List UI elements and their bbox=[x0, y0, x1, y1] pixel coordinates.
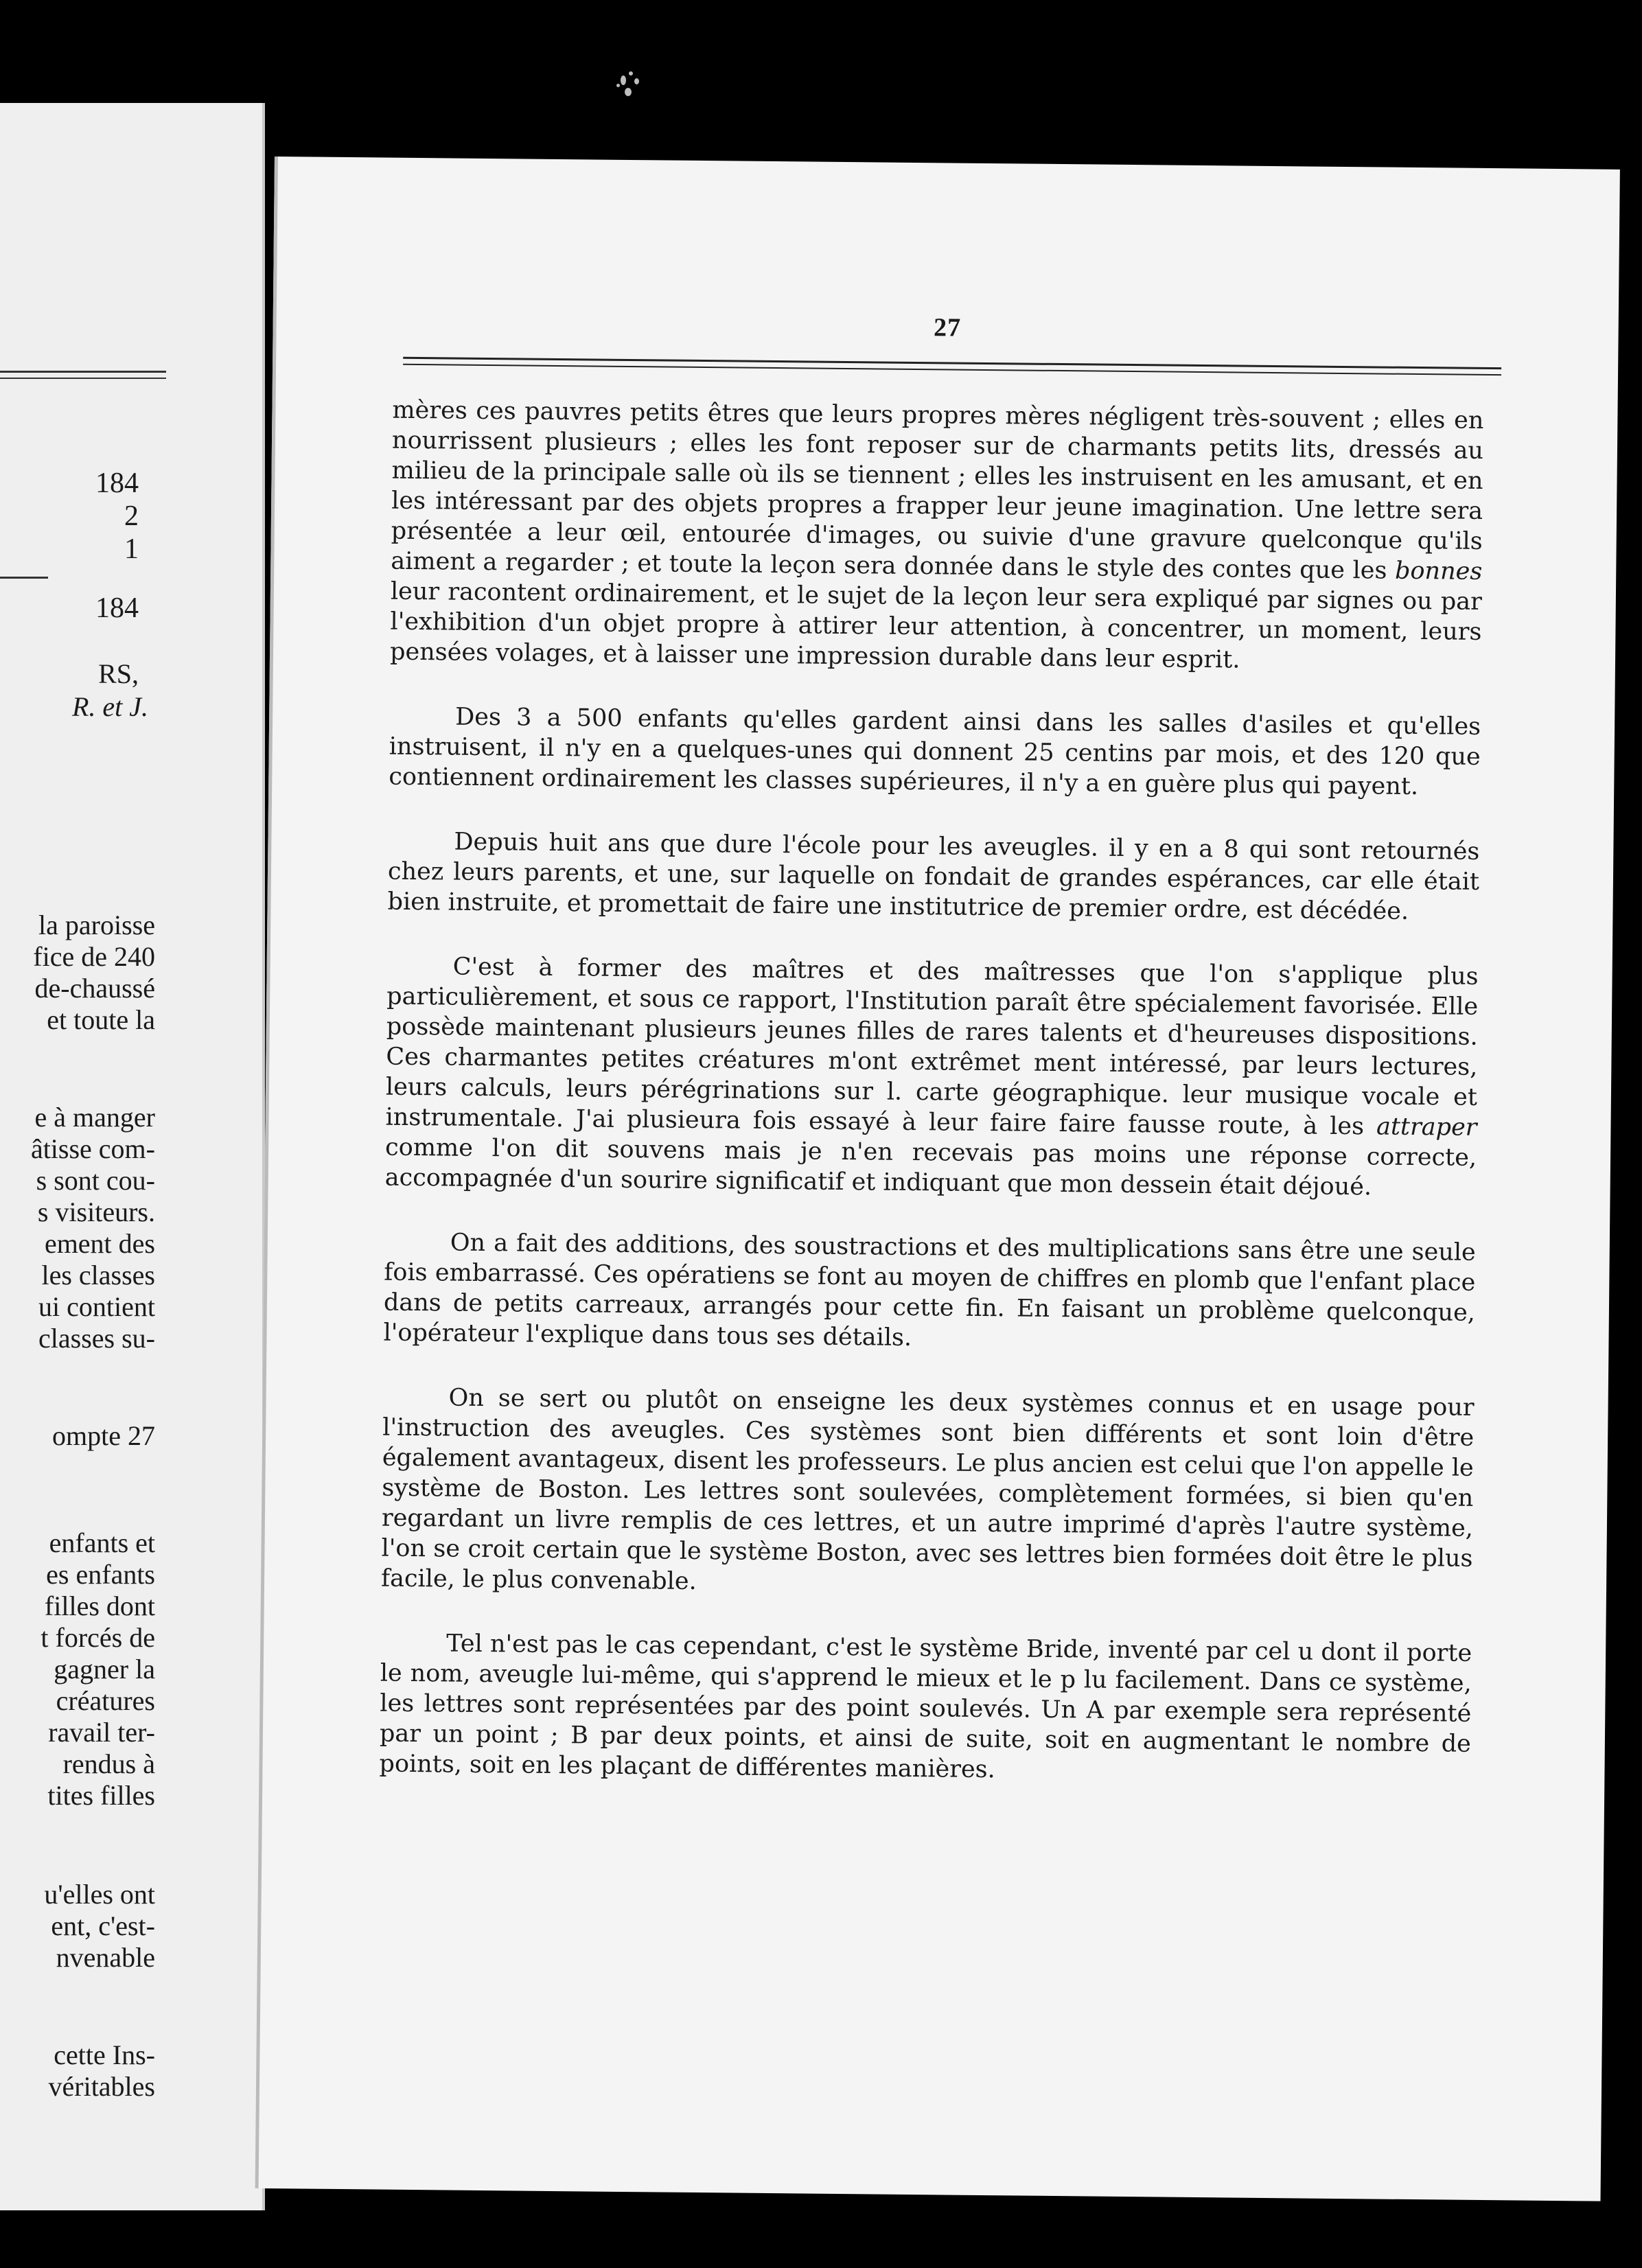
left-line: cette Ins- bbox=[54, 2039, 155, 2070]
left-line: ement des bbox=[44, 1228, 155, 1259]
left-line: de-chaussé bbox=[34, 973, 155, 1004]
left-line: u'elles ont bbox=[44, 1879, 155, 1910]
left-line: classes su- bbox=[38, 1323, 155, 1354]
paragraph: Tel n'est pas le cas cependant, c'est le système Bride, inventé par cel u dont il porte le nom, aveugle lui-même, qui s'apprend le mieux et le p lu facilement. Dans ce système, les lettres sont représentées par des point soulevés. Un A par exemple sera représenté par un point ; B par deux points, et ainsi de suite, soit en augmentant le nombre de points, soit en les plaçant de différentes manières. bbox=[379, 1630, 1472, 1784]
left-line: véritables bbox=[48, 2071, 155, 2102]
left-line: filles dont bbox=[44, 1590, 155, 1621]
left-line: les classes bbox=[41, 1260, 155, 1291]
italic-word: bonnes bbox=[1394, 557, 1483, 586]
left-line: âtisse com- bbox=[30, 1133, 155, 1164]
left-line: ompte 27 bbox=[52, 1420, 155, 1451]
left-number: 1 bbox=[124, 533, 139, 565]
paragraph: On se sert ou plutôt on enseigne les deux systèmes connus et en usage pour l'instruction des aveugles. Ces systèmes sont bien différents et sont loin d'être également avantageux, disent les professeurs. Le plus ancien est celui que l'on appelle le système de Boston. Les lettres sont soulevées, complètement formées, si bien qu'en regardant un livre remplis de ces lettres, et un autre imprimé d'après l'autre système, l'on se croit certain que le système Boston, avec ses lettres bien formées doit être le plus facile, le plus convenable. bbox=[380, 1384, 1475, 1595]
document-page bbox=[255, 157, 1620, 2201]
left-line: enfants et bbox=[49, 1527, 155, 1558]
left-line: s visiteurs. bbox=[37, 1196, 155, 1227]
left-line: fice de 240 bbox=[33, 941, 155, 972]
left-line: ui contient bbox=[38, 1291, 155, 1322]
italic-word: attraper bbox=[1376, 1113, 1477, 1142]
print-specks bbox=[604, 69, 659, 110]
previous-page-fragment bbox=[0, 103, 265, 2210]
left-line: créatures bbox=[56, 1685, 155, 1716]
left-line: rendus à bbox=[62, 1748, 155, 1779]
left-number: 184 bbox=[95, 467, 139, 499]
left-line: nvenable bbox=[56, 1942, 155, 1973]
left-sum-rule bbox=[0, 577, 48, 579]
left-line: s sont cou- bbox=[36, 1165, 155, 1196]
left-number: 2 bbox=[124, 500, 139, 532]
paragraph: On a fait des additions, des soustractions et des multiplications sans être une seule fois embarrassé. Ces opératiens se font au moyen de chiffres en plomb que l'enfant place dans de petits carreaux, arrangés pour cette fin. En faisant un problème quelconque, l'opérateur l'explique dans tous ses détails. bbox=[383, 1229, 1476, 1352]
left-line: e à manger bbox=[34, 1102, 155, 1133]
left-line: ravail ter- bbox=[48, 1717, 155, 1748]
left-number: 184 bbox=[95, 592, 139, 624]
page-number: 27 bbox=[933, 313, 962, 343]
left-line: gagner la bbox=[54, 1654, 155, 1685]
header-rule-thick bbox=[403, 357, 1501, 369]
left-header-rule-thin bbox=[0, 378, 166, 379]
left-header-rule bbox=[0, 371, 166, 373]
left-line: et toute la bbox=[47, 1004, 155, 1035]
left-line: la paroisse bbox=[38, 910, 155, 940]
paragraph: mères ces pauvres petits êtres que leurs propres mères négligent très-souvent ; elles en nourrissent plusieurs ; elles les font reposer sur de charmants petits lits, dressés au milieu de la principale salle où ils se tiennent ; elles les instruisent en les amusant, et en les intéressant par des objets propres a frapper leur jeune imagination. Une lettre sera présentée a leur œil, entourée d'images, ou suivie d'une gravure quelconque qu'ils aiment a regarder ; et toute la leçon sera donnée dans le style des contes que les bonnes leur racontent ordinairement, et le sujet de la leçon leur sera expliqué par signes ou par l'exhibition d'un objet propre à attirer leur attention, à concentrer, un moment, leurs pensées volages, et à laisser une impression durable dans leur esprit. bbox=[389, 396, 1484, 674]
paragraph: Des 3 a 500 enfants qu'elles gardent ainsi dans les salles d'asiles et qu'elles instruisent, il n'y en a quelques-unes qui donnent 25 centins par mois, et des 120 que contiennent ordinairement les classes supérieures, il n'y a en guère plus qui payent. bbox=[389, 703, 1481, 801]
left-line: es enfants bbox=[46, 1559, 155, 1590]
body-text bbox=[379, 395, 1484, 1824]
paragraph: C'est à former des maîtres et des maîtresses que l'on s'applique plus particulièrement, et sous ce rapport, l'Institution paraît être spécialement favorisée. Elle possède maintenant plusieurs jeunes filles de rares talents et d'heureuses dispositions. Ces charmantes petites créatures m'ont extrêmet ment intéressé, par leurs lectures, leurs calculs, leurs pérégrinations sur l. carte géographique. leur musique vocale et instrumentale. J'ai plusieura fois essayé à leur faire faire fausse route, à les attraper comme l'on dit souvens mais je n'en recevais pas moins une réponse correcte, accompagnée d'un sourire significatif et indiquant que mon dessein était déjoué. bbox=[384, 953, 1479, 1201]
left-line: tites filles bbox=[47, 1780, 155, 1811]
paragraph: Depuis huit ans que dure l'école pour les aveugles. il y en a 8 qui sont retournés chez leurs parents, et une, sur laquelle on fondait de grandes espérances, car elle était bien instruite, et promettait de faire une institutrice de premier ordre, est décédée. bbox=[387, 828, 1480, 925]
left-line: R. et J. bbox=[71, 691, 148, 722]
left-line: ent, c'est- bbox=[51, 1910, 155, 1941]
left-line: RS, bbox=[98, 658, 139, 689]
left-line: t forcés de bbox=[41, 1622, 155, 1653]
